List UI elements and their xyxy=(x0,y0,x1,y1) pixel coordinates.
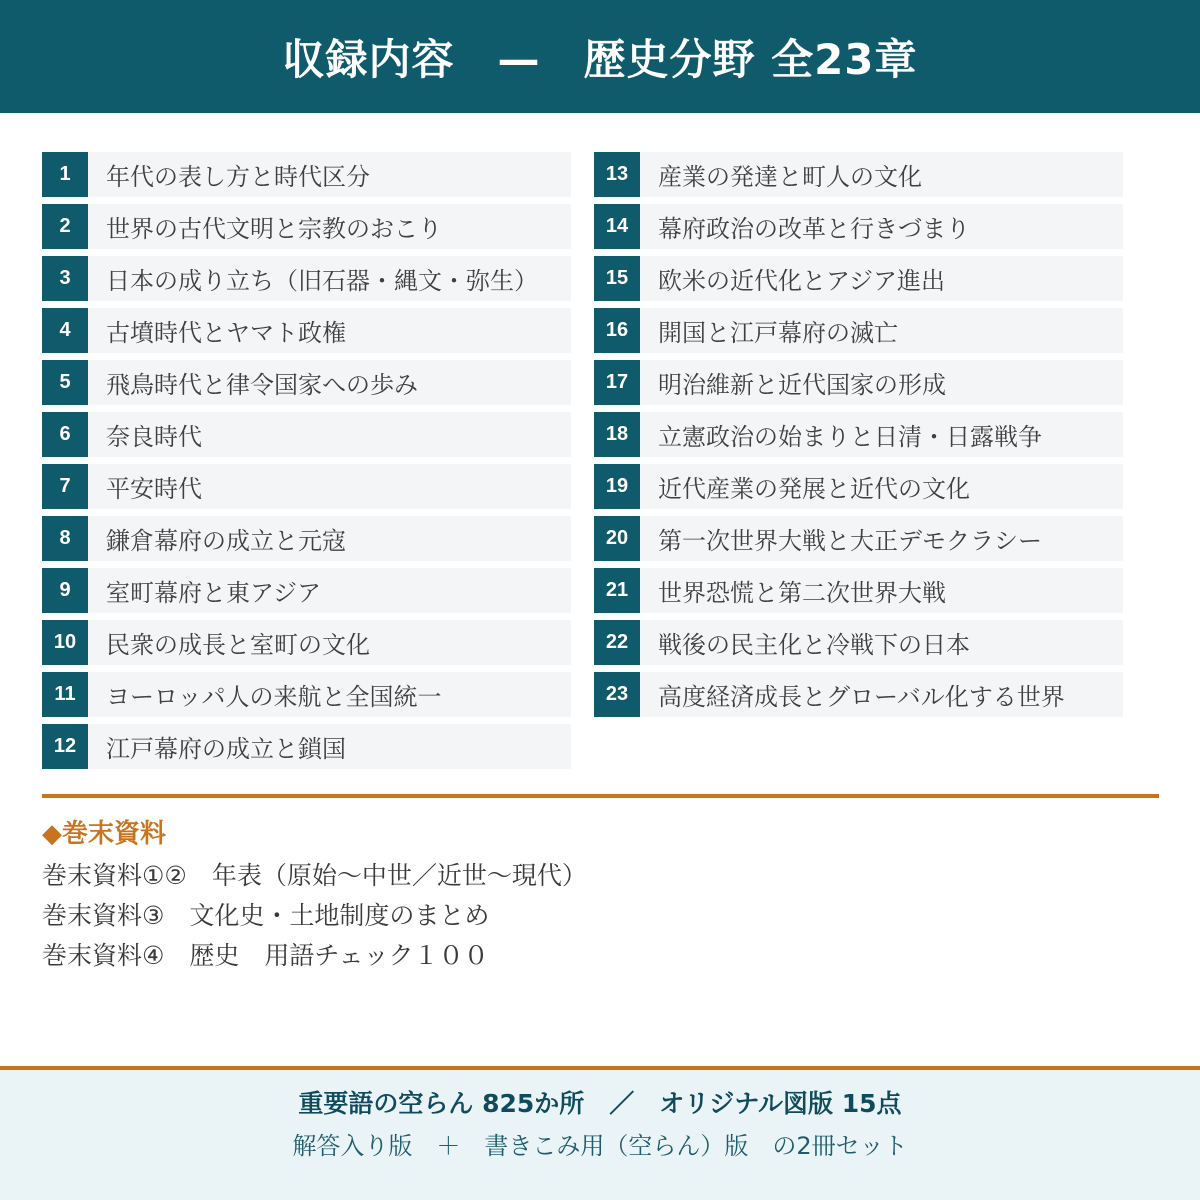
chapter-number-badge: 16 xyxy=(594,308,640,353)
chapter-number-badge: 8 xyxy=(42,516,88,561)
chapter-item xyxy=(594,360,1123,405)
chapter-number-badge: 20 xyxy=(594,516,640,561)
chapter-number-badge: 19 xyxy=(594,464,640,509)
chapter-item xyxy=(42,152,571,197)
chapter-item xyxy=(594,568,1123,613)
chapter-item xyxy=(42,412,571,457)
chapter-number-badge: 10 xyxy=(42,620,88,665)
chapter-number-badge: 3 xyxy=(42,256,88,301)
chapter-number-badge: 1 xyxy=(42,152,88,197)
chapter-title: 奈良時代 xyxy=(106,423,202,451)
chapter-number-badge: 5 xyxy=(42,360,88,405)
chapter-item xyxy=(42,204,571,249)
chapter-title: 飛鳥時代と律令国家への歩み xyxy=(106,371,418,399)
chapter-title: 室町幕府と東アジア xyxy=(106,579,322,607)
chapter-number-badge: 17 xyxy=(594,360,640,405)
chapter-number-badge: 9 xyxy=(42,568,88,613)
page-title: 収録内容 — 歴史分野 全23章 xyxy=(282,34,918,84)
chapter-number-badge: 4 xyxy=(42,308,88,353)
chapter-item xyxy=(42,308,571,353)
chapter-item xyxy=(594,412,1123,457)
chapter-item xyxy=(594,672,1123,717)
chapter-title: ヨーロッパ人の来航と全国統一 xyxy=(106,683,442,711)
chapter-title: 江戸幕府の成立と鎖国 xyxy=(106,735,346,763)
chapter-title: 高度経済成長とグローバル化する世界 xyxy=(658,683,1065,711)
chapter-item xyxy=(594,516,1123,561)
chapter-number-badge: 18 xyxy=(594,412,640,457)
chapter-title: 民衆の成長と室町の文化 xyxy=(106,631,370,659)
chapter-number-badge: 23 xyxy=(594,672,640,717)
chapter-number-badge: 14 xyxy=(594,204,640,249)
chapter-number-badge: 2 xyxy=(42,204,88,249)
chapter-number-badge: 21 xyxy=(594,568,640,613)
chapter-item xyxy=(42,724,571,769)
appendix-heading: ◆巻末資料 xyxy=(42,819,166,849)
chapter-item xyxy=(42,568,571,613)
chapter-title: 戦後の民主化と冷戦下の日本 xyxy=(658,631,970,659)
chapter-number-badge: 7 xyxy=(42,464,88,509)
chapter-item xyxy=(594,152,1123,197)
chapter-title: 鎌倉幕府の成立と元寇 xyxy=(106,527,346,555)
chapter-title: 古墳時代とヤマト政権 xyxy=(106,319,346,347)
chapter-title: 平安時代 xyxy=(106,475,202,503)
appendix-item: 巻末資料③ 文化史・土地制度のまとめ xyxy=(42,901,490,930)
chapter-number-badge: 13 xyxy=(594,152,640,197)
chapter-title: 欧米の近代化とアジア進出 xyxy=(658,267,946,295)
chapter-list-left xyxy=(42,152,571,776)
chapter-item xyxy=(42,620,571,665)
chapter-item xyxy=(42,360,571,405)
chapter-title: 世界の古代文明と宗教のおこり xyxy=(106,215,442,243)
section-divider xyxy=(42,794,1159,798)
chapter-number-badge: 22 xyxy=(594,620,640,665)
chapter-item xyxy=(594,620,1123,665)
chapter-title: 開国と江戸幕府の滅亡 xyxy=(658,319,898,347)
chapter-list-right xyxy=(594,152,1123,724)
chapter-title: 第一次世界大戦と大正デモクラシー xyxy=(658,527,1042,555)
chapter-item xyxy=(594,256,1123,301)
header-banner xyxy=(0,0,1200,113)
appendix-item: 巻末資料①② 年表（原始～中世／近世～現代） xyxy=(42,861,587,890)
footer-panel xyxy=(0,1066,1200,1200)
footer-feature-line: 重要語の空らん 825か所 ／ オリジナル図版 15点 xyxy=(298,1089,902,1118)
chapter-title: 近代産業の発展と近代の文化 xyxy=(658,475,970,503)
chapter-number-badge: 12 xyxy=(42,724,88,769)
chapter-number-badge: 11 xyxy=(42,672,88,717)
footer-set-line: 解答入り版 ＋ 書きこみ用（空らん）版 の2冊セット xyxy=(292,1132,908,1160)
appendix-list xyxy=(42,856,587,976)
chapter-item xyxy=(42,516,571,561)
chapter-item xyxy=(42,464,571,509)
appendix-item: 巻末資料④ 歴史 用語チェック１００ xyxy=(42,941,489,970)
chapter-title: 産業の発達と町人の文化 xyxy=(658,163,922,191)
chapter-item xyxy=(594,464,1123,509)
chapter-number-badge: 6 xyxy=(42,412,88,457)
chapter-item xyxy=(42,256,571,301)
chapter-item xyxy=(42,672,571,717)
chapter-title: 明治維新と近代国家の形成 xyxy=(658,371,946,399)
chapter-title: 年代の表し方と時代区分 xyxy=(106,163,370,191)
chapter-title: 日本の成り立ち（旧石器・縄文・弥生） xyxy=(106,267,538,295)
chapter-title: 世界恐慌と第二次世界大戦 xyxy=(658,579,946,607)
chapter-item xyxy=(594,204,1123,249)
chapter-item xyxy=(594,308,1123,353)
chapter-number-badge: 15 xyxy=(594,256,640,301)
chapter-title: 立憲政治の始まりと日清・日露戦争 xyxy=(658,423,1042,451)
chapter-title: 幕府政治の改革と行きづまり xyxy=(658,215,970,243)
